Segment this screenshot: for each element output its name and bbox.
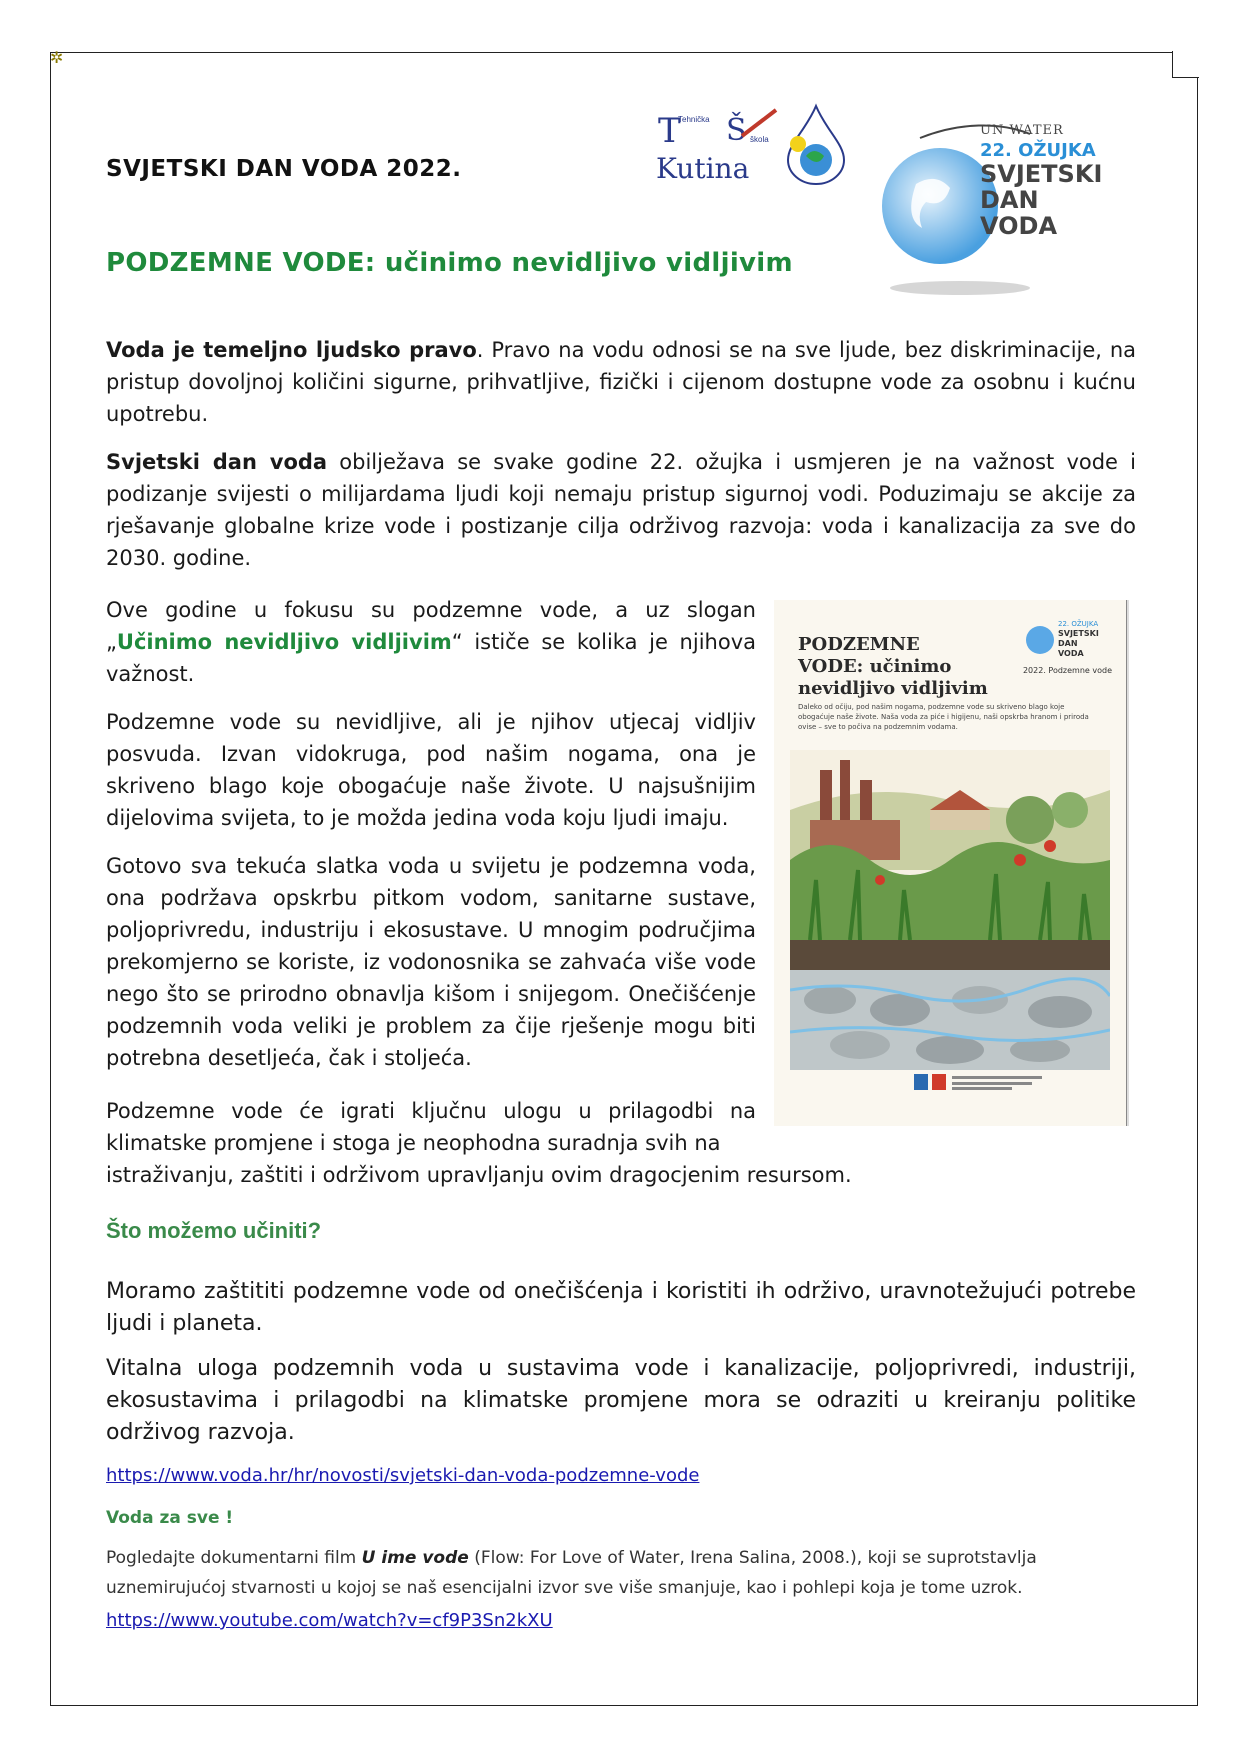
p3-text-b: “ ističe se kolika je njihova važnost. <box>106 630 756 686</box>
un-water-label: UN WATER <box>980 124 1064 138</box>
film-title: U ime vode <box>361 1548 469 1568</box>
poster-badge <box>1024 614 1104 666</box>
p1-bold: Voda je temeljno ljudsko pravo <box>106 338 477 362</box>
paragraph-5: Gotovo sva tekuća slatka voda u svijetu je podzemna voda, ona podržava opskrbu pitkom vodom, sanitarne sustave, poljoprivredu, industriju i ekosustave. U mnogim područjima prekomjerno se koriste, iz vodonosnika se zahvaća više vode nego što se prirodno obnavlja kišom i snijegom. Onečišćenje podzemnih voda veliki je problem za čije rješenje mogu biti potrebna desetljeća, čak i stoljeća. <box>106 854 756 1070</box>
poster-badge-2: DAN <box>1058 639 1078 648</box>
school-logo-line2: škola <box>750 135 769 144</box>
poster-title: PODZEMNE VODE: učinimo nevidljivo vidljivim <box>798 634 988 699</box>
page-title: SVJETSKI DAN VODA 2022. <box>106 156 462 182</box>
poster-image <box>774 600 1127 1126</box>
world-water-day-logo <box>880 124 1120 304</box>
page-fold-corner <box>1172 51 1199 78</box>
section-heading: Što možemo učiniti? <box>106 1218 322 1243</box>
un-line2: DAN <box>980 186 1039 214</box>
paragraph-2 <box>106 446 1136 574</box>
paragraph-3 <box>106 594 756 690</box>
paragraph-4: Podzemne vode su nevidljive, ali je njihov utjecaj vidljiv posvuda. Izvan vidokruga, pod našim nogama, ona je skriveno blago koje obogaćuje naše živote. U najsušnijim dijelovima svijeta, to je možda jedina voda koju ljudi imaju. <box>106 710 756 830</box>
un-line1: SVJETSKI <box>980 160 1103 188</box>
poster-illustration <box>790 750 1110 1070</box>
youtube-link[interactable]: https://www.youtube.com/watch?v=cf9P3Sn2kXU <box>106 1610 553 1631</box>
film-text-b: (Flow: For Love of Water, Irena Salina, 2008.), koji se suprotstavlja uznemirujućoj stvarnosti u kojoj se naš esencijalni izvor sve više smanjuje, kao i pohlepi koja je tome uzrok. <box>106 1548 1037 1598</box>
paragraph-8: Vitalna uloga podzemnih voda u sustavima vode i kanalizacije, poljoprivredi, industriji, ekosustavima i prilagodbi na klimatske promjene mora se odraziti u kreiranju politike održivog razvoja. <box>106 1356 1136 1445</box>
poster-footer-logos <box>914 1072 1054 1092</box>
page-subtitle: PODZEMNE VODE: učinimo nevidljivo vidljivim <box>106 248 793 278</box>
school-logo-line1: Tehnička <box>678 115 710 124</box>
voda-za-sve-heading: Voda za sve ! <box>106 1508 234 1528</box>
svg-text:T: T <box>658 111 681 151</box>
paragraph-6: Podzemne vode će igrati ključnu ulogu u prilagodbi na klimatske promjene i stoga je neophodna suradnja svih na <box>106 1099 756 1155</box>
pin-icon: ✲ <box>50 48 64 67</box>
p1-text: . Pravo na vodu odnosi se na sve ljude, bez diskriminacije, na pristup dovoljnoj količini sigurne, prihvatljive, fizički i cijenom dostupne vode za osobnu i kućnu upotrebu. <box>106 338 1137 426</box>
paragraph-6-continued: istraživanju, zaštiti i održivom upravljanju ovim dragocjenim resursom. <box>106 1163 852 1187</box>
paragraph-1 <box>106 334 1136 430</box>
svg-text:Š: Š <box>726 113 747 148</box>
school-logo <box>656 100 856 186</box>
school-logo-line3: Kutina <box>656 152 750 185</box>
poster-badge-1: SVJETSKI <box>1058 629 1099 638</box>
poster-year: 2022. Podzemne vode <box>1022 666 1112 675</box>
film-paragraph <box>106 1543 1136 1603</box>
un-line3: VODA <box>980 212 1058 240</box>
un-date: 22. OŽUJKA <box>980 140 1096 161</box>
paragraph-7: Moramo zaštititi podzemne vode od onečišćenja i koristiti ih održivo, uravnotežujući potrebe ljudi i planeta. <box>106 1279 1136 1336</box>
slogan: Učinimo nevidljivo vidljivim <box>116 630 452 654</box>
p2-bold: Svjetski dan voda <box>106 450 328 474</box>
voda-hr-link[interactable]: https://www.voda.hr/hr/novosti/svjetski-dan-voda-podzemne-vode <box>106 1465 700 1486</box>
film-text-a: Pogledajte dokumentarni film <box>106 1548 362 1568</box>
poster-badge-3: VODA <box>1058 649 1084 658</box>
p3-text-a: Ove godine u fokusu su podzemne vode, a uz slogan „ <box>106 598 756 654</box>
poster-body: Daleko od očiju, pod našim nogama, podzemne vode su skriveno blago koje obogaćuje naše živote. Naša voda za piće i higijenu, naši opskrba hranom i priroda ovise – sve to počiva na podzemnim vodama. <box>798 703 1089 731</box>
p2-text: obilježava se svake godine 22. ožujka i usmjeren je na važnost vode i podizanje svijesti o milijardama ljudi koji nemaju pristup sigurnoj vodi. Poduzimaju se akcije za rješavanje globalne krize vode i postizanje cilja održivog razvoja: voda i kanalizacija za sve do 2030. godine. <box>106 450 1136 570</box>
poster-badge-date: 22. OŽUJKA <box>1058 620 1099 628</box>
